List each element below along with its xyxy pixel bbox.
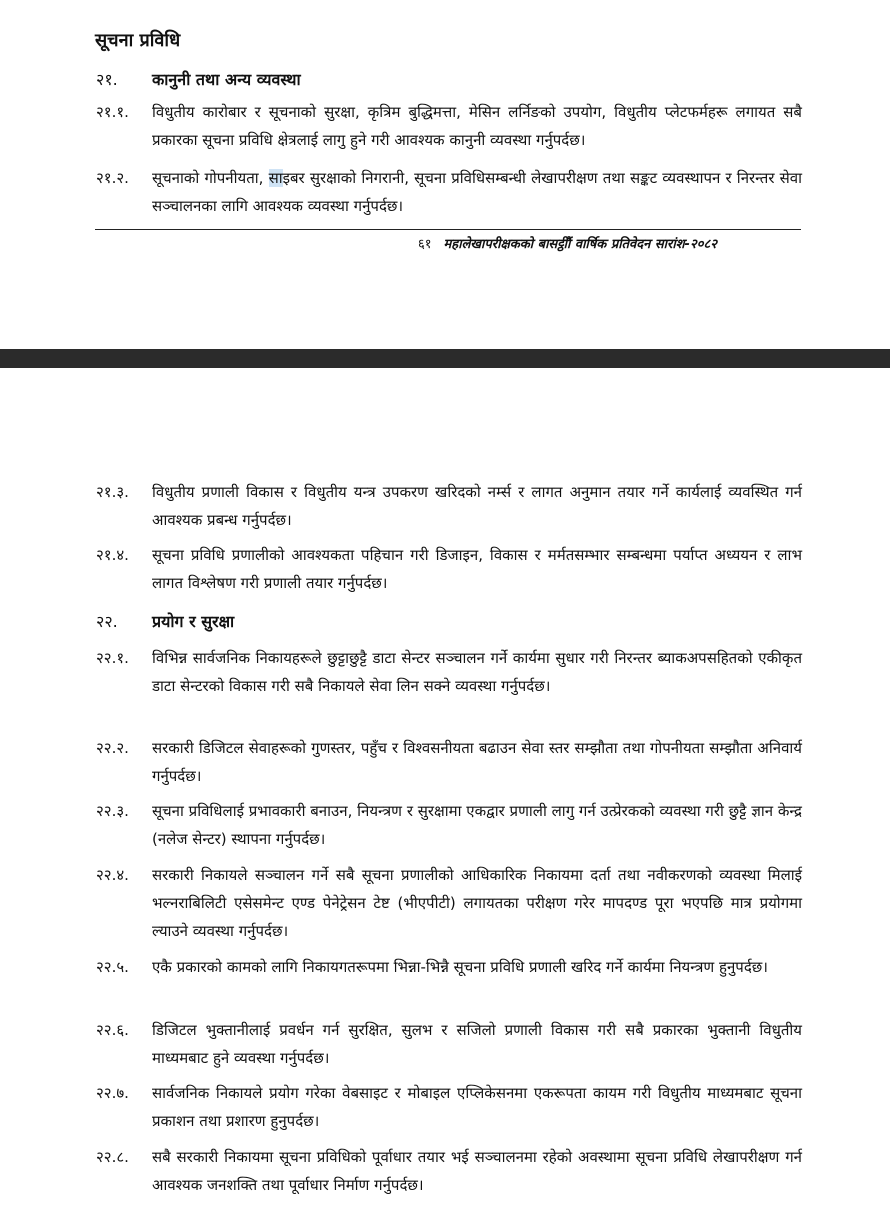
paragraph-text: सूचना प्रविधि प्रणालीको आवश्यकता पहिचान गरी डिजाइन, विकास र मर्मतसम्भार सम्बन्धमा पर्याप्त अध्ययन र लाभ लागत विश्लेषण गरी प्रणाली तयार गर्नुपर्दछ। bbox=[152, 546, 802, 592]
heading-text: प्रयोग र सुरक्षा bbox=[152, 612, 235, 631]
paragraph-text: सबै सरकारी निकायमा सूचना प्रविधिको पूर्वाधार तयार भई सञ्चालनमा रहेको अवस्थामा सूचना प्रविधि लेखापरीक्षण गर्न आवश्यक जनशक्ति तथा पूर्वाधार निर्माण गर्नुपर्दछ। bbox=[152, 1148, 802, 1194]
paragraph-number: २२.४. bbox=[96, 866, 129, 884]
paragraph-22-5 bbox=[96, 953, 802, 981]
paragraph-text bbox=[152, 164, 802, 220]
paragraph-number: २१.४. bbox=[96, 546, 129, 564]
footer-rule bbox=[95, 229, 801, 230]
paragraph-number: २१.२. bbox=[96, 169, 129, 187]
paragraph-22-2 bbox=[96, 734, 802, 790]
text-selection-highlight[interactable]: सा bbox=[268, 169, 283, 187]
paragraph-text: एकै प्रकारको कामको लागि निकायगतरूपमा भिन्ना-भिन्नै सूचना प्रविधि प्रणाली खरिद गर्ने कार्यमा नियन्त्रण हुनुपर्दछ। bbox=[152, 958, 768, 976]
paragraph-number: २१.३. bbox=[96, 483, 129, 501]
paragraph-22-8 bbox=[96, 1143, 802, 1199]
heading-number: २२. bbox=[96, 612, 118, 631]
heading-21 bbox=[96, 68, 301, 90]
paragraph-number: २२.७. bbox=[96, 1084, 129, 1102]
paragraph-text: सरकारी निकायले सञ्चालन गर्ने सबै सूचना प्रणालीको आधिकारिक निकायमा दर्ता तथा नवीकरणको व्यवस्था मिलाई भल्नराबिलिटी एसेसमेन्ट एण्ड पेनेट्रेसन टेष्ट (भीएपीटी) लगायतका परीक्षण गरेर मापदण्ड पूरा भएपछि मात्र प्रयोगमा ल्याउने व्यवस्था गर्नुपर्दछ। bbox=[152, 866, 802, 940]
paragraph-text: सार्वजनिक निकायले प्रयोग गरेका वेबसाइट र मोबाइल एप्लिकेसनमा एकरूपता कायम गरी विधुतीय माध्यमबाट सूचना प्रकाशन तथा प्रशारण हुनुपर्दछ। bbox=[152, 1084, 802, 1130]
paragraph-number: २२.३. bbox=[96, 802, 129, 820]
paragraph-text: विधुतीय कारोबार र सूचनाको सुरक्षा, कृत्रिम बुद्धिमत्ता, मेसिन लर्निङको उपयोग, विधुतीय प्लेटफर्महरू लगायत सबै प्रकारका सूचना प्रविधि क्षेत्रलाई लागु हुने गरी आवश्यक कानुनी व्यवस्था गर्नुपर्दछ। bbox=[152, 103, 802, 149]
page-number: ६१ bbox=[418, 237, 432, 252]
heading-text: कानुनी तथा अन्य व्यवस्था bbox=[152, 70, 301, 89]
page-footer bbox=[418, 234, 717, 252]
paragraph-21-4 bbox=[96, 541, 802, 597]
report-title: महालेखापरीक्षकको बासट्ठीौं वार्षिक प्रतिवेदन सारांश-२०८२ bbox=[443, 237, 717, 252]
paragraph-21-2 bbox=[96, 164, 802, 220]
paragraph-22-7 bbox=[96, 1079, 802, 1135]
paragraph-number: २२.६. bbox=[96, 1021, 129, 1039]
paragraph-21-3 bbox=[96, 478, 802, 534]
paragraph-22-3 bbox=[96, 797, 802, 853]
paragraph-22-4 bbox=[96, 861, 802, 945]
paragraph-22-6 bbox=[96, 1016, 802, 1072]
paragraph-text-before: सूचनाको गोपनीयता, bbox=[152, 169, 269, 187]
paragraph-text: विभिन्न सार्वजनिक निकायहरूले छुट्टाछुट्टै डाटा सेन्टर सञ्चालन गर्ने कार्यमा सुधार गरी निरन्तर ब्याकअपसहितको एकीकृत डाटा सेन्टरको विकास गरी सबै निकायले सेवा लिन सक्ने व्यवस्था गर्नुपर्दछ। bbox=[152, 649, 802, 695]
page-top bbox=[0, 0, 890, 350]
paragraph-text: विधुतीय प्रणाली विकास र विधुतीय यन्त्र उपकरण खरिदको नर्म्स र लागत अनुमान तयार गर्ने कार्यलाई व्यवस्थित गर्न आवश्यक प्रबन्ध गर्नुपर्दछ। bbox=[152, 483, 802, 529]
paragraph-22-1 bbox=[96, 644, 802, 700]
paragraph-number: २२.२. bbox=[96, 739, 129, 757]
page-separator-bar bbox=[0, 349, 890, 368]
paragraph-number: २२.१. bbox=[96, 649, 129, 667]
section-title: सूचना प्रविधि bbox=[95, 30, 181, 51]
paragraph-text: सरकारी डिजिटल सेवाहरूको गुणस्तर, पहुँच र विश्वसनीयता बढाउन सेवा स्तर सम्झौता तथा गोपनीयता सम्झौता अनिवार्य गर्नुपर्दछ। bbox=[152, 739, 802, 785]
paragraph-number: २१.१. bbox=[96, 103, 129, 121]
paragraph-21-1 bbox=[96, 98, 802, 154]
paragraph-number: २२.८. bbox=[96, 1148, 129, 1166]
heading-number: २१. bbox=[96, 70, 118, 89]
paragraph-number: २२.५. bbox=[96, 958, 129, 976]
paragraph-text: सूचना प्रविधिलाई प्रभावकारी बनाउन, नियन्त्रण र सुरक्षामा एकद्वार प्रणाली लागु गर्न उत्प्रेरकको व्यवस्था गरी छुट्टै ज्ञान केन्द्र (नलेज सेन्टर) स्थापना गर्नुपर्दछ। bbox=[152, 802, 802, 848]
paragraph-text-after: इबर सुरक्षाको निगरानी, सूचना प्रविधिसम्बन्धी लेखापरीक्षण तथा सङ्कट व्यवस्थापन र निरन्तर सेवा सञ्चालनका लागि आवश्यक व्यवस्था गर्नुपर्दछ। bbox=[152, 169, 802, 215]
paragraph-text: डिजिटल भुक्तानीलाई प्रवर्धन गर्न सुरक्षित, सुलभ र सजिलो प्रणाली विकास गरी सबै प्रकारका भुक्तानी विधुतीय माध्यमबाट हुने व्यवस्था गर्नुपर्दछ। bbox=[152, 1021, 802, 1067]
heading-22 bbox=[96, 610, 234, 632]
